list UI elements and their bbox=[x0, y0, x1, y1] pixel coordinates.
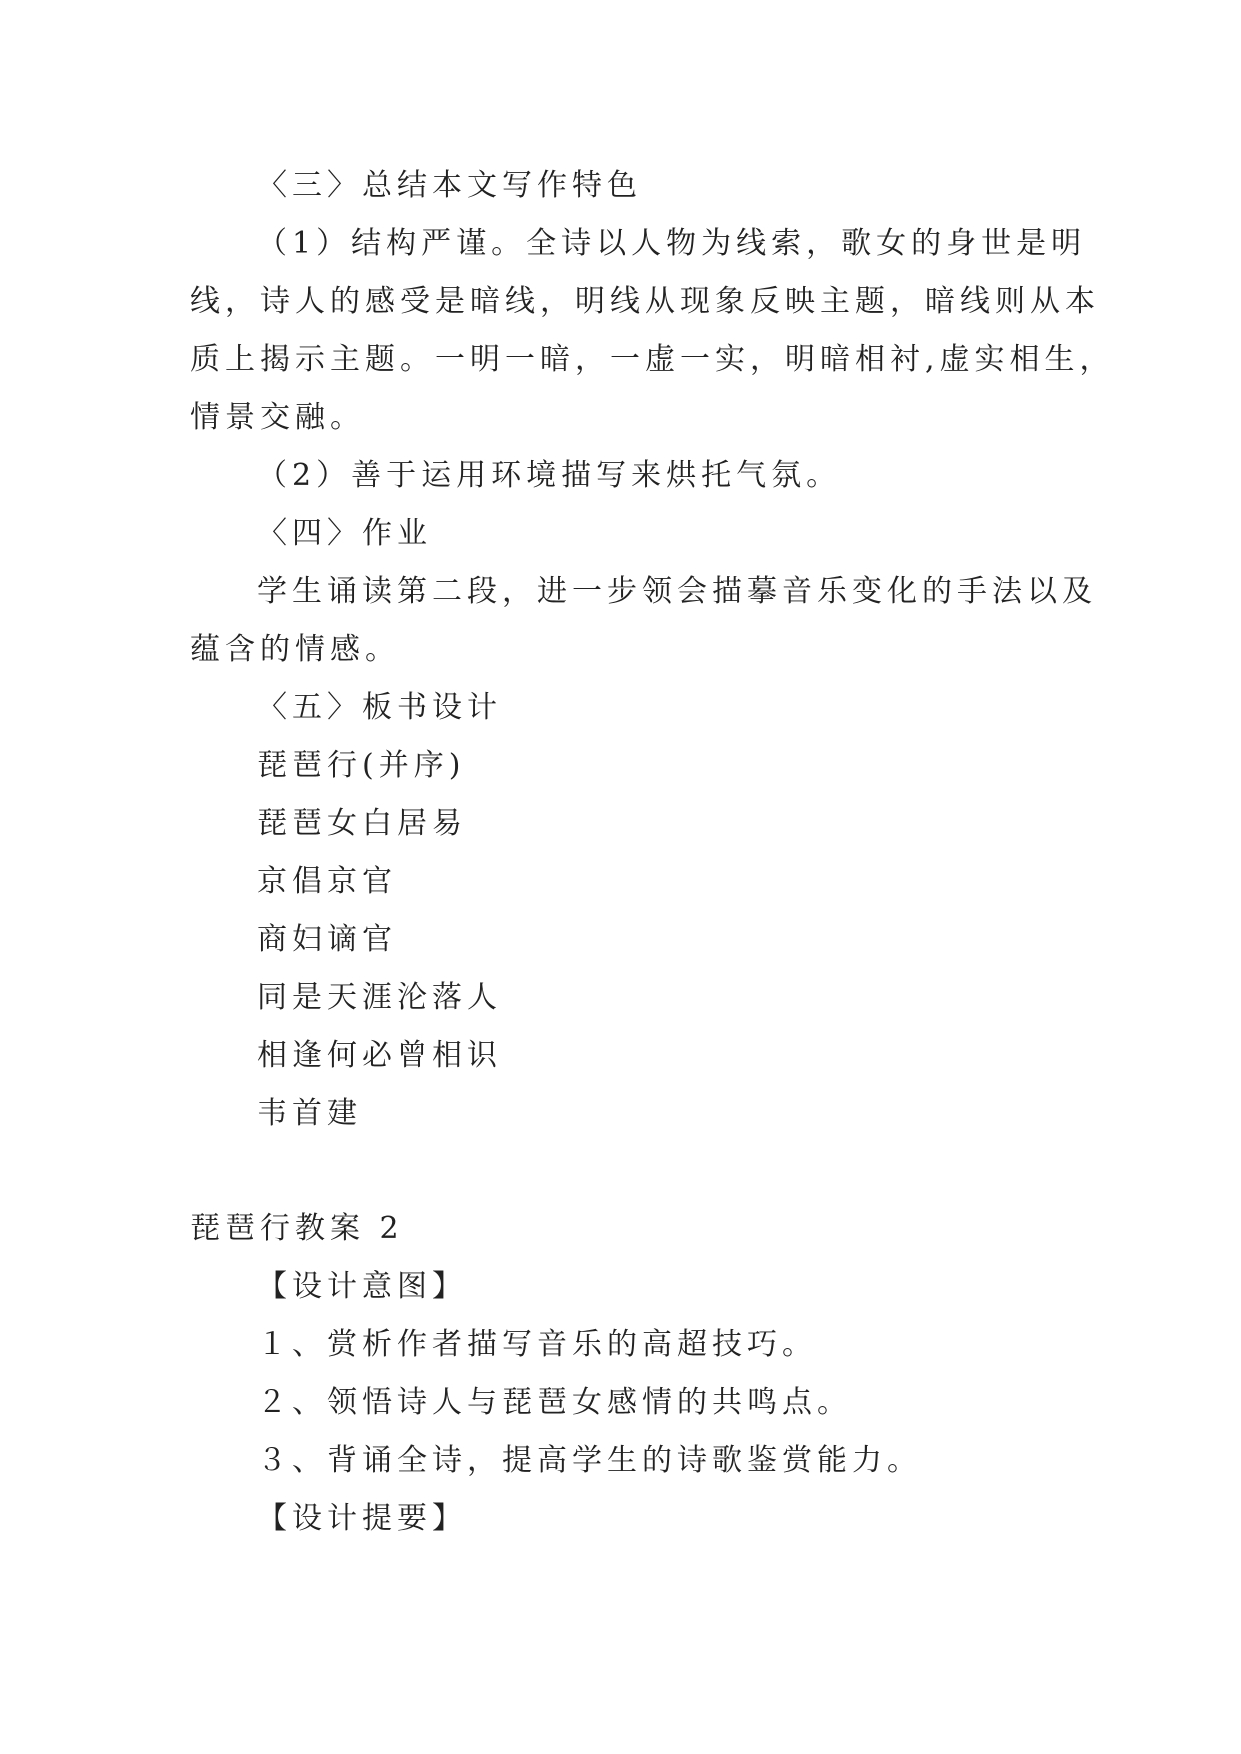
section-heading-board-design: 〈五〉板书设计 bbox=[257, 690, 502, 725]
board-line: 同是天涯沦落人 bbox=[257, 980, 502, 1015]
board-line: 琵琶女白居易 bbox=[257, 806, 467, 841]
board-line: 商妇谪官 bbox=[257, 922, 397, 957]
paragraph-line: （2）善于运用环境描写来烘托气氛。 bbox=[257, 458, 842, 493]
paragraph-line: 蕴含的情感。 bbox=[190, 632, 400, 667]
paragraph-line: 线，诗人的感受是暗线，明线从现象反映主题，暗线则从本 bbox=[190, 284, 1100, 319]
board-line: 相逢何必曾相识 bbox=[257, 1038, 502, 1073]
board-line: 韦首建 bbox=[257, 1096, 362, 1131]
section-heading-homework: 〈四〉作业 bbox=[257, 516, 432, 551]
list-item: １、赏析作者描写音乐的高超技巧。 bbox=[257, 1327, 817, 1362]
document-title: 琵琶行教案 2 bbox=[190, 1211, 404, 1246]
paragraph-line: 质上揭示主题。一明一暗，一虚一实，明暗相衬,虚实相生， bbox=[190, 342, 1115, 377]
board-line: 京倡京官 bbox=[257, 864, 397, 899]
list-item: ３、背诵全诗，提高学生的诗歌鉴赏能力。 bbox=[257, 1443, 922, 1478]
section-heading-design-outline: 【设计提要】 bbox=[257, 1501, 467, 1536]
paragraph-line: 学生诵读第二段，进一步领会描摹音乐变化的手法以及 bbox=[257, 574, 1097, 609]
section-heading-summary: 〈三〉总结本文写作特色 bbox=[257, 168, 642, 203]
board-line: 琵琶行(并序) bbox=[257, 748, 466, 783]
list-item: ２、领悟诗人与琵琶女感情的共鸣点。 bbox=[257, 1385, 852, 1420]
paragraph-line: 情景交融。 bbox=[190, 400, 365, 435]
paragraph-line: （1）结构严谨。全诗以人物为线索，歌女的身世是明 bbox=[257, 226, 1087, 261]
section-heading-design-intent: 【设计意图】 bbox=[257, 1269, 467, 1304]
